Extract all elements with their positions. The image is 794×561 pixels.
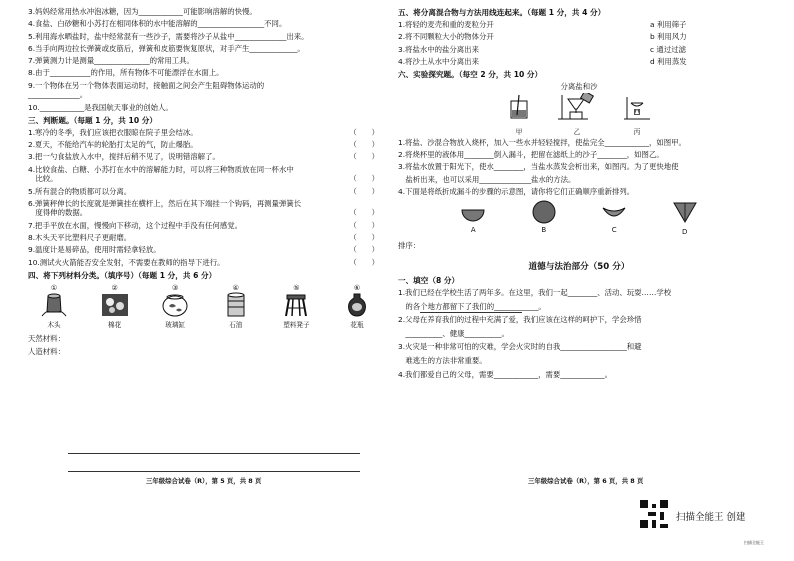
material-item [337,284,377,329]
judgement-item [28,246,383,255]
label-bing: 丙 [633,127,641,136]
judgement-text: 1.寒冷的冬季，我们应该把衣服晾在院子里会结冰。 [28,127,198,137]
answer-parens: （ ） [349,220,379,230]
item-number: ⑥ [353,283,361,292]
answer-parens [379,200,383,209]
judgement-item [28,234,383,243]
fill-line: 1.我们已经在学校生活了两年多。在这里，我们一起________、活动、玩耍……学校 [398,288,672,298]
judgement-text: 3.把一勺食盐放入水中，搅拌后稍不见了，说明错溶解了。 [28,152,220,162]
question-line: 7.弹簧测力计是测量_______________的常用工具。 [28,56,194,66]
stone-cylinder-icon [216,292,256,318]
evaporation-figure [622,93,652,136]
fill-line: 3.火灾是一种非常可怕的灾难，学会火灾时的自我__________________和避 [398,342,642,352]
section-4-title: 四、将下列材料分类。（填序号）（每题 1 分，共 6 分） [28,270,217,280]
item-caption: 木头 [47,320,61,329]
judgement-item [28,188,383,197]
judgement-item [28,200,383,209]
item-caption: 石油 [229,320,243,329]
judgement-text: 10.测试火火箭能否安全发射，不需要在教师的指导下进行。 [28,257,225,267]
answer-parens: （ ） [349,233,379,242]
fill-line: 4.我们都爱自己的父母，需要____________，需要____________。 [398,369,612,379]
judgement-list [28,129,383,267]
left-answer-line-2 [68,471,360,472]
cotton-icon [95,292,135,318]
experiment-line: 3.将盐水放置于阳光下，使水________，当盐水蒸发会析出来，如图丙。为了更快地使 [398,162,679,172]
judgement-item [28,259,383,268]
fill-line: __________、健康__________。 [398,328,509,338]
right-page [398,8,760,384]
moral-title: 道德与法治部分（50 分） [528,262,630,273]
experiment-line: 1.将盐、沙混合物放入烧杯，加入一些水并轻轻搅拌，使盐完全____________，如图甲。 [398,137,686,147]
matching-left: 4.将沙土从水中分离出来 [398,56,479,66]
item-number: ② [111,283,118,292]
experiment-line: 盐析出来，也可以采用______________盐水的方法。 [398,174,576,184]
judgement-item [28,129,383,138]
matching-row [398,33,760,42]
question-line: 10.____________是我国航天事业的创始人。 [28,102,173,112]
item-caption: 塑料凳子 [283,320,310,329]
qr-code-icon [640,500,668,528]
beaker-figure [506,93,532,136]
filter-figure [554,93,600,136]
section-3-title: 三、判断题。（每题 1 分，共 10 分） [28,115,157,125]
material-item [276,284,316,329]
moral-fill-lines [398,289,760,379]
right-footer: 三年级综合试卷（R），第 6 页，共 8 页 [528,477,644,485]
judgement-text: 7.把手平放在水面，慢慢向下移动，这个过程中手没有任何感觉。 [28,220,242,230]
step-c: C [594,200,634,236]
item-number: ③ [172,283,179,292]
material-item [155,284,195,329]
judgement-text: 2.夏天，不能给汽车的轮胎打太足的气，防止爆胎。 [28,140,198,150]
left-page [28,8,383,361]
natural-materials-label: 天然材料： [28,333,65,343]
left-footer: 三年级综合试卷（R），第 5 页，共 8 页 [146,477,262,485]
artificial-materials-label: 人造材料： [28,347,65,357]
section-6-title: 六、实验探究题。（每空 2 分，共 10 分） [398,70,543,80]
order-label: 排序： [398,241,421,251]
item-number: ⑤ [293,283,300,292]
matching-row [398,58,760,67]
vase-icon [337,292,377,318]
answer-parens: （ ） [349,245,379,255]
step-d: D [665,200,705,236]
judgement-item [28,175,383,184]
matching-left: 2.将不同颗粒大小的物体分开 [398,32,494,42]
separation-diagram [398,93,760,136]
judgement-item [28,222,383,231]
matching-right: d 利用蒸发 [650,56,687,66]
fill-line: 的各个地方都留下了我们的____________。 [398,301,546,311]
experiment-line: 2.将烧杯里的液体用________倒入漏斗，把留在滤纸上的沙子________，如图乙。 [398,150,664,159]
funnel-folding-steps [438,200,720,236]
judgement-text: 6.弹簧秤伸长的长度就是弹簧挂在横杆上，然后在其下端挂一个钩码，再测量弹簧长 [28,198,302,208]
fill-title: 一、填空（8 分） [398,276,460,286]
experiment-lines [398,139,760,197]
matching-row [398,46,760,55]
question-line: 9.一个物体在另一个物体表面运动时，接触面之间会产生阻碍物体运动的 [28,80,265,90]
question-line: 6.当手向两边拉长弹簧或皮筋后，弹簧和皮筋要恢复原状，对手产生_____________。 [28,43,305,53]
judgement-item [28,166,383,175]
judgement-text: 度得伸的数据。 [28,208,88,218]
fill-blank-lines [28,8,383,112]
answer-parens: （ ） [349,152,379,162]
question-line: 3.妈妈经常用热水冲泡冰糖，因为____________可能影响溶解的快慢。 [28,7,257,16]
answer-parens: （ ） [349,257,379,267]
plastic-stool-icon [276,292,316,318]
material-item [95,284,135,329]
question-line: 8.由于___________的作用，所有物体不可能漂浮在水面上。 [28,68,224,78]
answer-parens: （ ） [349,140,379,150]
matching-right: c 通过过滤 [650,44,686,54]
matching-left: 3.将盐水中的盐分离出来 [398,44,479,54]
label-jia: 甲 [515,127,523,136]
tree-stump-icon [34,292,74,318]
matching-list [398,21,760,66]
left-answer-line [68,453,360,454]
material-item [216,284,256,329]
diagram-title: 分离盐和沙 [560,82,598,92]
judgement-text: 4.比较食盐、白糖、小苏打在水中的溶解能力时，可以将三种物质放在同一杯水中 [28,164,294,174]
judgement-item [28,141,383,150]
answer-parens: （ ） [349,208,379,218]
matching-right: b 利用风力 [650,32,687,42]
judgement-text: 5.所有混合的物质都可以分离。 [28,186,132,196]
material-item [34,284,74,329]
item-number: ④ [232,283,239,292]
answer-parens: （ ） [349,127,379,137]
answer-parens [379,166,383,175]
step-b: B [524,200,564,236]
judgement-item [28,209,383,218]
label-yi: 乙 [573,127,581,136]
question-line: ______________。 [28,90,88,100]
fill-line: 2.父母在养育我们的过程中充满了爱，我们应该在这样的呵护下，学会珍惜 [398,315,642,325]
brand-mini-text: 扫描全能王 [744,540,764,545]
matching-left: 1.将轻的麦壳和重的麦粒分开 [398,20,494,29]
order-answer-line [420,312,522,313]
item-caption: 棉花 [108,320,122,329]
question-line: 4.食盐、白砂糖和小苏打在相同体积的水中能溶解的__________________不同。 [28,19,287,29]
step-a: A [453,200,493,236]
judgement-text: 8.木头天平比塑料尺子更耐磨。 [28,233,132,242]
brand-text: 扫描全能王 创建 [676,512,746,523]
section-5-title: 五、将分离混合物与方法用线连起来。（每题 1 分，共 4 分） [398,8,606,17]
fish-tank-icon [155,292,195,318]
item-number: ① [50,283,58,292]
answer-parens: （ ） [349,186,379,196]
fill-line: 难逃生的方法非常重要。 [398,356,487,365]
material-items [34,284,377,329]
item-caption: 花瓶 [350,320,364,329]
matching-row [398,21,760,30]
experiment-line: 4.下面是将纸折成漏斗的步骤的示意图，请你将它们正确顺序重新排列。 [398,186,635,196]
judgement-item [28,153,383,162]
item-caption: 玻璃缸 [165,320,186,329]
matching-right: a 利用筛子 [650,20,687,29]
answer-parens: （ ） [349,174,379,184]
judgement-text: 比较。 [28,174,58,184]
judgement-text: 9.温度计是易碎品，使用时需轻拿轻放。 [28,245,161,255]
question-line: 5.利用海水晒盐时，盐中经常混有一些沙子，需要将沙子从盐中______________出来。 [28,31,309,41]
